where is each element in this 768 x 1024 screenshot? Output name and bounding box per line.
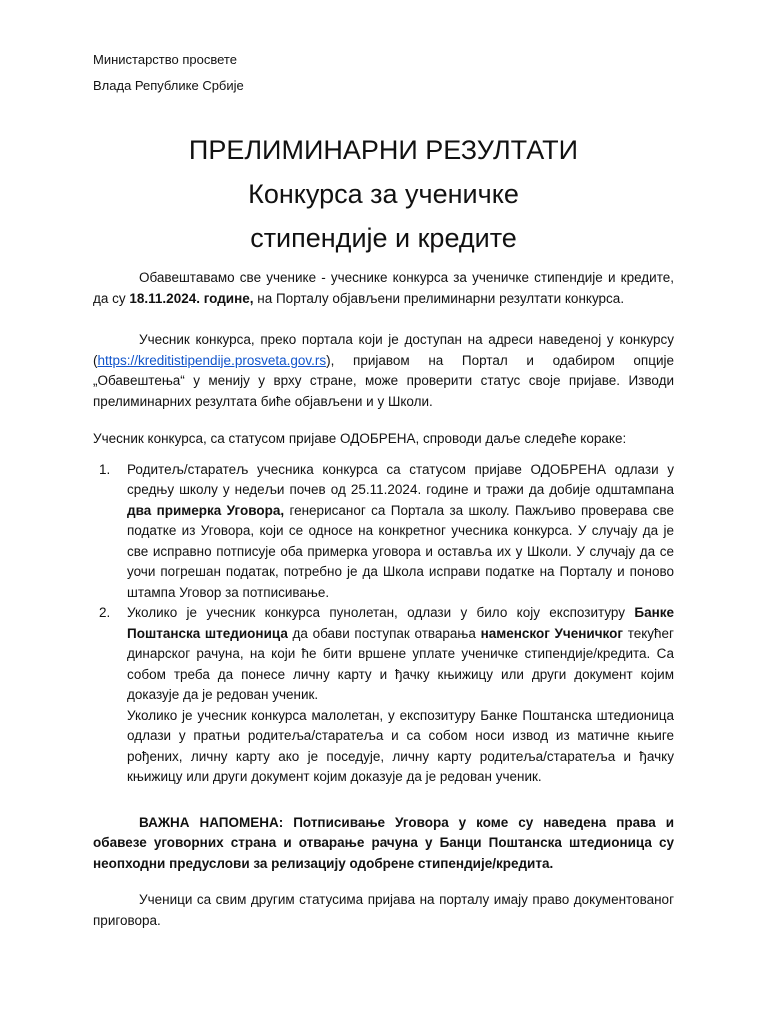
steps-intro-paragraph: Учесник конкурса, са статусом пријаве ОДОБРЕНА, спроводи даље следеће кораке: [93, 431, 627, 446]
ministry-line: Министарство просвете [93, 52, 237, 67]
important-note [93, 813, 674, 875]
portal-paragraph [93, 330, 674, 412]
step-number-2: 2. [99, 605, 111, 620]
step-2-minor-paragraph: Уколико је учесник конкурса малолетан, у експозитуру Банке Поштанска штедионица одлази у пратњи родитеља/старатеља и са собом носи извод из матичне књиге рођених, личну карту ако је поседује, личну карту родитеља/старатеља и ђачку књижицу или други документ којим доказује да је редован ученик. [127, 707, 674, 784]
portal-link[interactable]: https://kreditistipendije.prosveta.gov.rs [97, 352, 327, 368]
step-2-text-b: да обави поступак отварања [287, 625, 481, 641]
steps-list [93, 460, 674, 788]
step-number-1: 1. [99, 461, 111, 477]
portal-text-a: Учесник конкурса, преко портала који је доступан на адреси наведеној у конкурсу ( [93, 332, 674, 368]
intro-paragraph [93, 268, 674, 309]
publication-date: 18.11.2024. године, [129, 290, 254, 306]
document-title [93, 128, 674, 260]
title-line-2: Конкурса за ученичке [248, 179, 519, 209]
step-item-2 [99, 603, 674, 788]
title-line-3: стипендије и кредите [250, 223, 517, 253]
step-2-text-c: текућег динарског рачуна, на који ће бити вршене уплате ученичке стипендије/кредита. Са собом треба да понесе личну карту и ђачку књижицу или други документ којим доказује да је редован ученик. [127, 625, 674, 702]
step-1-bold: два примерка Уговора, [127, 502, 285, 518]
title-line-1: ПРЕЛИМИНАРНИ РЕЗУЛТАТИ [188, 135, 579, 165]
step-item-1 [99, 460, 674, 604]
step-2-bold-bank: Банке Поштанска штедионица [127, 605, 674, 641]
intro-text-a: Обавештавамо све ученике - учеснике конкурса за ученичке стипендије и кредите, да су [93, 270, 674, 306]
final-paragraph: Ученици са свим другим статусима пријава на порталу имају право документованог приговора. [93, 892, 674, 928]
step-2-text-a: Уколико је учесник конкурса пунолетан, одлази у било коју експозитуру [127, 605, 635, 620]
government-line: Влада Републике Србије [93, 78, 244, 93]
important-note-text: ВАЖНА НАПОМЕНА: Потписивање Уговора у коме су наведена права и обавезе уговорних страна и отварање рачуна у Банци Поштанска штедионица су неопходни предуслови за релизацију одобрене стипендије/кредита. [93, 814, 674, 871]
step-2-bold-account: наменског Ученичког [480, 625, 624, 641]
intro-text-b: на Порталу објављени прелиминарни резултати конкурса. [253, 290, 625, 306]
portal-text-b: ), пријавом на Портал и одабиром опције „Обавештења“ у менију у врху стране, може проверити статус своје пријаве. Изводи прелиминарних резултата биће објављени и у Школи. [93, 352, 674, 409]
step-1-text-b: генерисаног са Портала за школу. Пажљиво проверава све податке из Уговора, који се односе на конкретног учесника конкурса. У случају да је све исправно потписује оба примерка уговора и оставља их у Школи. У случају да се уочи погрешан податак, потребно је да Школа исправи податке на Порталу и поново штампа Уговор за потписивање. [127, 502, 674, 600]
step-1-text-a: Родитељ/старатељ учесника конкурса са статусом пријаве ОДОБРЕНА одлази у средњу школу у недељи почев од 25.11.2024. године и тражи да добије одштампана [127, 461, 674, 497]
